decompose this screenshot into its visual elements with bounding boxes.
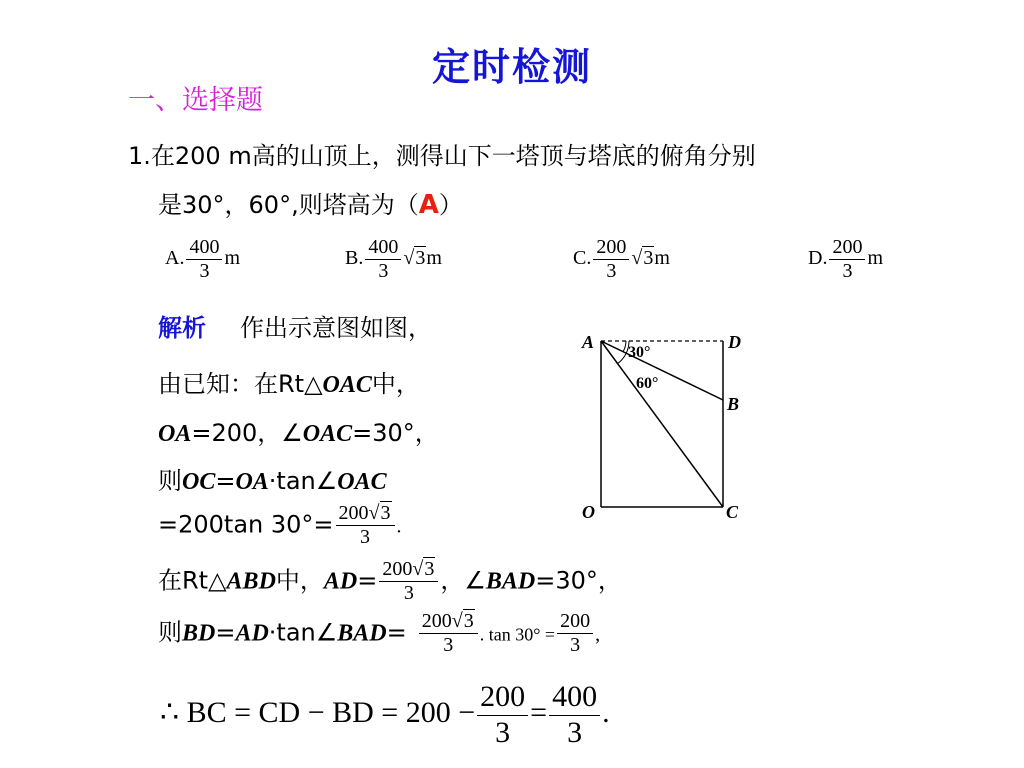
oc-num: 200 — [338, 502, 369, 524]
label-c: C — [726, 502, 739, 522]
label-o: O — [582, 502, 595, 522]
option-d-fraction — [829, 236, 865, 283]
equals-sign-5: = — [530, 695, 548, 729]
label-a: A — [582, 332, 595, 352]
bd-radicand: 3 — [463, 610, 474, 632]
bd-denominator: 3 — [443, 634, 454, 656]
bc-den-1: 3 — [495, 715, 511, 749]
solution-line-1-end: 中， — [371, 370, 420, 398]
segment-bd: BD — [182, 620, 216, 647]
option-c-label: C. — [573, 247, 592, 270]
line-ac — [601, 341, 723, 507]
ad-numerator — [379, 558, 438, 582]
bd-result-numerator: 200 — [557, 610, 593, 634]
ad-denominator: 3 — [403, 582, 414, 604]
page-title: 定时检测 — [431, 45, 592, 89]
solution-line-5-mid: 中， — [275, 566, 324, 595]
option-a-label: A. — [165, 247, 185, 270]
option-b-fraction — [365, 236, 401, 283]
segment-ad-2: AD — [235, 620, 269, 647]
triangle-oac: OAC — [322, 372, 372, 398]
segment-oc: OC — [182, 469, 216, 495]
bd-result-fraction — [557, 610, 593, 657]
solution-line-3 — [158, 461, 387, 496]
bc-fraction-1 — [477, 680, 528, 750]
option-a-denominator: 3 — [199, 260, 210, 282]
equals-sign-2: = — [357, 566, 378, 595]
option-b-numerator: 400 — [365, 236, 401, 260]
segment-ad: AD — [323, 568, 358, 595]
bd-fraction — [419, 610, 478, 657]
option-b — [345, 236, 442, 283]
bd-num: 200 — [421, 610, 452, 632]
option-d-denominator: 3 — [842, 260, 853, 282]
bd-sqrt: √3 — [451, 610, 474, 632]
solution-line-5 — [158, 558, 622, 605]
option-a-unit: m — [224, 247, 241, 270]
tan-angle-2: ·tan∠ — [268, 618, 338, 647]
solution-line-5-end: =30°， — [535, 566, 622, 595]
option-d — [808, 236, 883, 283]
question-line-2-end: ） — [438, 191, 463, 219]
label-b: B — [727, 394, 740, 414]
label-d: D — [728, 332, 741, 352]
oc-fraction — [336, 502, 395, 549]
solution-line-1 — [158, 364, 420, 399]
equals-sign-4: = — [386, 618, 407, 647]
solution-line-5-text: 在Rt△ — [158, 566, 227, 595]
question-line-1: 1.在200 m高的山顶上，测得山下一塔顶与塔底的俯角分别 — [128, 142, 756, 170]
tan30-text: . tan 30° = — [479, 624, 556, 645]
ad-fraction — [379, 558, 438, 605]
bc-num-1: 200 — [477, 680, 528, 716]
option-c-unit: m — [654, 247, 670, 270]
option-b-sqrt: √3 — [403, 247, 426, 270]
solution-line-7 — [160, 680, 610, 750]
option-b-denominator: 3 — [378, 260, 389, 282]
segment-oa: OA — [158, 421, 192, 447]
solution-line-3-prefix: 则 — [158, 467, 182, 495]
bc-expression: ∴ BC = CD − BD = 200 − — [160, 695, 476, 729]
option-b-unit: m — [426, 247, 442, 270]
solution-line-1-text: 由已知：在Rt△ — [158, 370, 323, 398]
geometry-figure — [570, 328, 760, 528]
solution-line-6 — [158, 610, 600, 657]
option-d-label: D. — [808, 247, 828, 270]
oc-radicand: 3 — [380, 502, 391, 524]
tan-angle: ·tan∠ — [268, 467, 338, 495]
equals-sign: = — [215, 467, 236, 495]
oc-denominator: 3 — [360, 526, 371, 548]
solution-line-6-prefix: 则 — [158, 618, 182, 647]
angle-oac: OAC — [302, 421, 353, 447]
line-ab — [601, 341, 723, 400]
bd-result-denominator: 3 — [570, 634, 581, 656]
option-b-label: B. — [345, 247, 364, 270]
angle-label-30: 30° — [628, 344, 651, 361]
oc-numerator — [336, 502, 395, 526]
solution-line-2 — [158, 413, 439, 448]
option-a-numerator: 400 — [186, 236, 222, 260]
bc-fraction-2 — [549, 680, 600, 750]
solution-heading: 解析 — [158, 314, 206, 342]
solution-line-2-end: =30°， — [352, 419, 439, 447]
solution-line-4-text: =200tan 30°= — [158, 510, 334, 539]
angle-label-60: 60° — [636, 375, 659, 392]
bc-num-2: 400 — [549, 680, 600, 716]
ad-num: 200 — [382, 558, 413, 580]
solution-intro-text: 作出示意图如图， — [240, 314, 432, 342]
angle-arc-30 — [623, 341, 626, 352]
angle-bad: BAD — [485, 568, 536, 595]
option-c — [573, 236, 670, 283]
option-a — [165, 236, 240, 283]
question-line-2-text: 是30°，60°,则塔高为（ — [158, 191, 419, 219]
period: . — [396, 515, 402, 538]
option-c-fraction — [593, 236, 629, 283]
option-b-radicand: 3 — [415, 247, 426, 270]
comma: , — [595, 623, 601, 646]
option-c-radicand: 3 — [643, 247, 654, 270]
option-d-unit: m — [867, 247, 884, 270]
answer-mark: A — [418, 190, 439, 220]
bd-numerator — [419, 610, 478, 634]
equals-sign-3: = — [215, 618, 236, 647]
solution-line-5-comma: ，∠ — [440, 566, 486, 595]
ad-sqrt: √3 — [412, 558, 435, 580]
option-d-numerator: 200 — [829, 236, 865, 260]
solution-line-4 — [158, 502, 402, 549]
bc-den-2: 3 — [567, 715, 583, 749]
segment-oa-2: OA — [235, 469, 269, 495]
oc-sqrt: √3 — [368, 502, 391, 524]
option-c-denominator: 3 — [606, 260, 617, 282]
final-period: . — [602, 695, 610, 729]
solution-intro — [158, 308, 432, 343]
option-c-numerator: 200 — [593, 236, 629, 260]
question-line-2 — [158, 185, 463, 220]
triangle-abd: ABD — [226, 568, 276, 595]
section-heading: 一、选择题 — [128, 85, 263, 116]
option-a-fraction — [186, 236, 222, 283]
angle-bad-2: BAD — [337, 620, 387, 647]
ad-radicand: 3 — [424, 558, 435, 580]
angle-oac-2: OAC — [337, 469, 387, 495]
solution-line-2-text: =200，∠ — [191, 419, 303, 447]
option-c-sqrt: √3 — [631, 247, 654, 270]
